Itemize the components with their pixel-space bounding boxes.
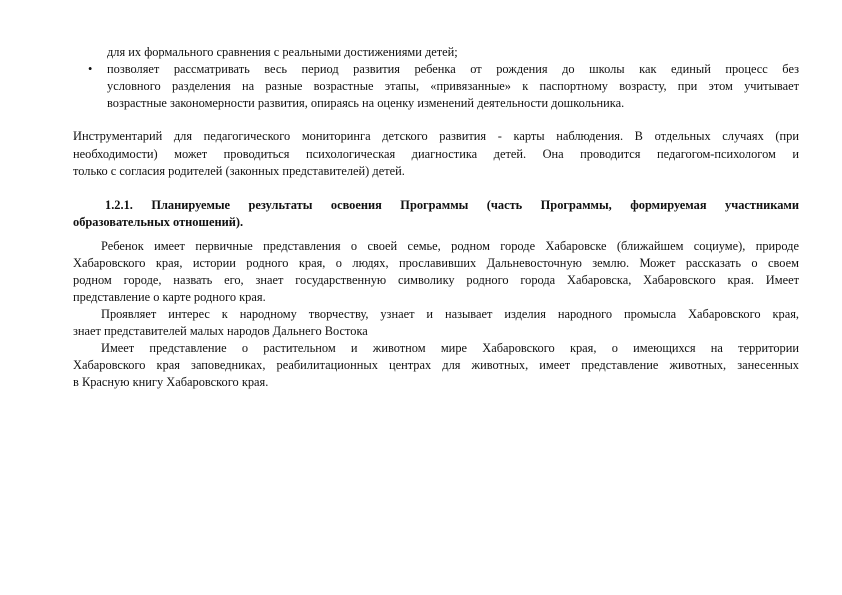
paragraph-line: знает представителей малых народов Дальнего Востока (73, 324, 368, 338)
paragraph-line: Ребенок имеет первичные представления о своей семье, родном городе Хабаровске (ближайшем социуме), природе (101, 239, 799, 253)
bullet-continuation-text: для их формального сравнения с реальными достижениями детей; (107, 45, 458, 59)
bullet-item-line: позволяет рассматривать весь период развития ребенка от рождения до школы как единый процесс без (107, 62, 799, 76)
bullet-item-line: возрастные закономерности развития, опираясь на оценку изменений деятельности дошкольника. (107, 96, 625, 110)
paragraph-line: родном городе, назвать его, знает государственную символику родного города Хабаровска, Хабаровского края. Имеет (73, 273, 799, 287)
bullet-item-line: условного разделения на разные возрастные этапы, «привязанные» к паспортному возрасту, при этом учитывает (107, 79, 799, 93)
paragraph-line: Хабаровского края заповедниках, реабилитационных центрах для животных, имеет представление животных, занесенных (73, 358, 799, 372)
paragraph-line: только с согласия родителей (законных представителей) детей. (73, 164, 405, 178)
paragraph-line: Проявляет интерес к народному творчеству, узнает и называет изделия народного промысла Хабаровского края, (101, 307, 799, 321)
paragraph-line: Инструментарий для педагогического мониторинга детского развития - карты наблюдения. В отдельных случаях (при (73, 129, 799, 143)
bullet-icon: • (88, 62, 93, 76)
section-heading: 1.2.1. Планируемые результаты освоения Программы (часть Программы, формируемая участниками (105, 198, 799, 212)
paragraph-line: Имеет представление о растительном и животном мире Хабаровского края, о имеющихся на территории (101, 341, 799, 355)
section-heading: образовательных отношений). (73, 215, 244, 229)
paragraph-line: Хабаровского края, истории родного края, о людях, прославивших Дальневосточную землю. Может рассказать о своем (73, 256, 799, 270)
paragraph-line: необходимости) может проводиться психологическая диагностика детей. Она проводится педагогом-психологом и (73, 147, 799, 161)
paragraph-line: представление о карте родного края. (73, 290, 266, 304)
paragraph-line: в Красную книгу Хабаровского края. (73, 375, 269, 389)
